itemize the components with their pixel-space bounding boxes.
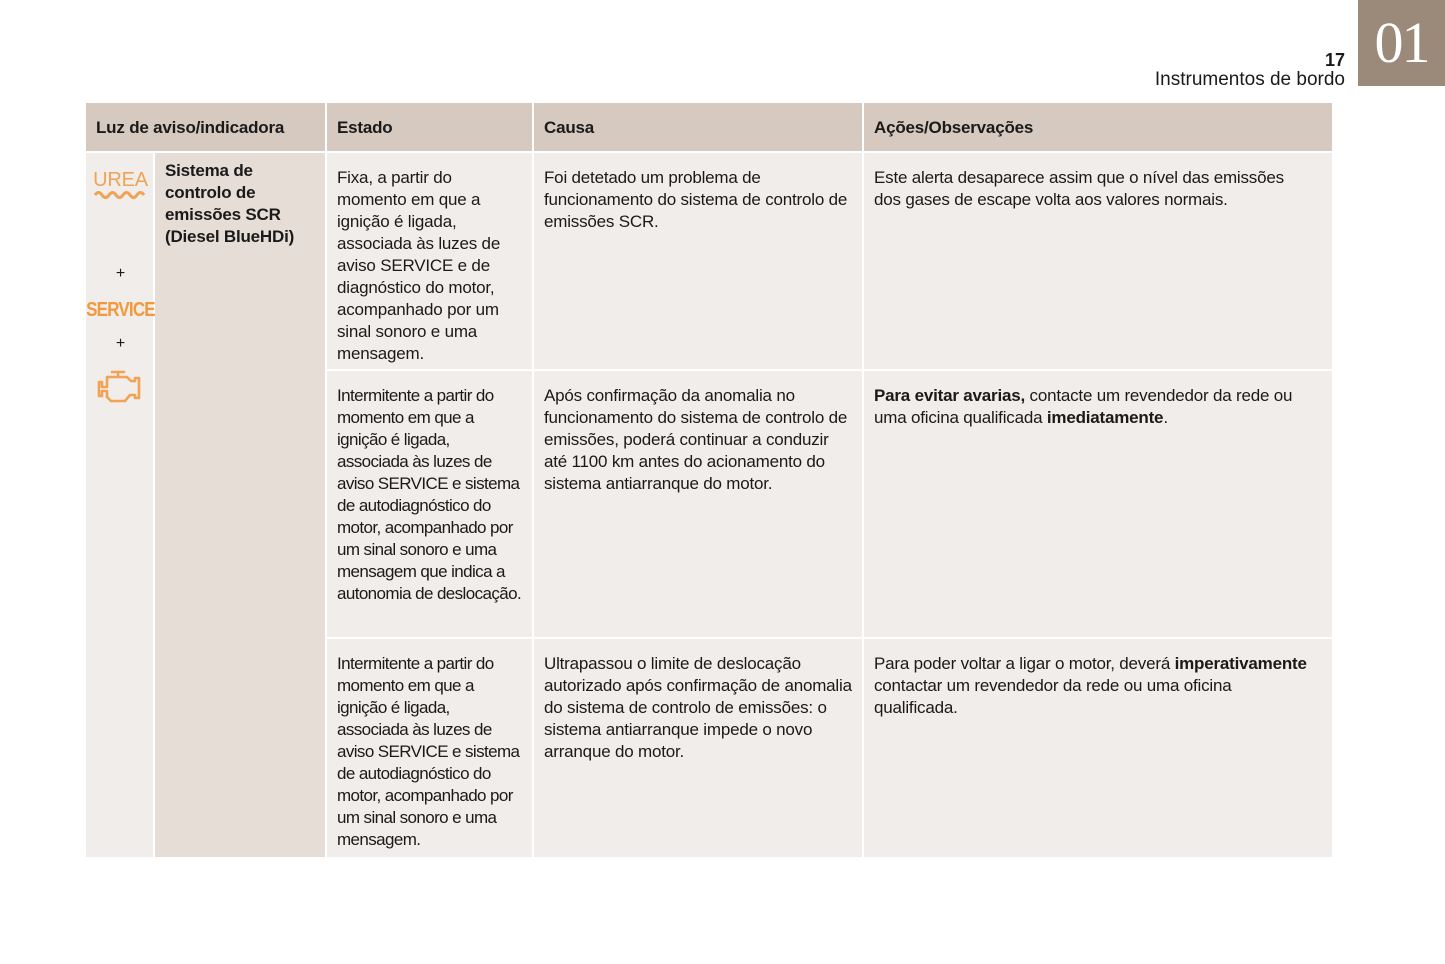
- row-3-state: Intermitente a partir do momento em que a ignição é ligada, associada às luzes de aviso SERVICE e sistema de autodiagnóstico do motor, acompanhado por um sinal sonoro e uma mensagem.: [327, 639, 532, 857]
- plus-sign: +: [115, 265, 126, 282]
- row-2-state: Intermitente a partir do momento em que a ignição é ligada, associada às luzes de aviso SERVICE e sistema de autodiagnóstico do motor, acompanhado por um sinal sonoro e uma mensagem que indica a autonomia de deslocação.: [327, 371, 532, 637]
- row-2-actions-text: contacte um revendedor da rede ou uma oficina qualificada: [874, 386, 1293, 427]
- column-header-cause: Causa: [534, 103, 862, 151]
- row-2-actions-text: .: [1163, 408, 1168, 427]
- row-1-actions: Este alerta desaparece assim que o nível das emissões dos gases de escape volta aos valores normais.: [864, 153, 1332, 369]
- engine-icon: [97, 370, 145, 404]
- column-header-indicator: Luz de aviso/indicadora: [86, 103, 325, 151]
- column-header-actions: Ações/Observações: [864, 103, 1332, 151]
- row-3-actions: [864, 639, 1332, 857]
- row-3-actions-bold: imperativamente: [1174, 654, 1307, 673]
- row-2-actions: [864, 371, 1332, 637]
- indicator-name: Sistema de controlo de emissões SCR (Diesel BlueHDi): [165, 161, 295, 246]
- row-3-actions-text: contactar um revendedor da rede ou uma oficina qualificada.: [874, 676, 1232, 717]
- row-2-actions-bold: imediatamente: [1046, 408, 1164, 427]
- row-1-cause: Foi detetado um problema de funcionamento do sistema de controlo de emissões SCR.: [534, 153, 862, 369]
- row-1-state: Fixa, a partir do momento em que a ignição é ligada, associada às luzes de aviso SERVICE e de diagnóstico do motor, acompanhado por um sinal sonoro e uma mensagem.: [327, 153, 532, 369]
- indicator-name-cell: [155, 153, 325, 857]
- service-icon: SERVICE: [86, 298, 155, 321]
- warning-light-table: [86, 103, 1332, 857]
- urea-label: UREA: [93, 169, 148, 191]
- row-3-cause: Ultrapassou o limite de deslocação autorizado após confirmação de anomalia do sistema de controlo de emissões: o sistema antiarranque impede o novo arranque do motor.: [534, 639, 862, 857]
- column-header-state: Estado: [327, 103, 532, 151]
- plus-sign: +: [115, 335, 126, 352]
- urea-waves-icon: [94, 190, 146, 200]
- chapter-number: 01: [1358, 0, 1445, 86]
- urea-icon: [86, 169, 155, 191]
- row-2-actions-bold: Para evitar avarias,: [874, 386, 1026, 405]
- row-3-actions-text: Para poder voltar a ligar o motor, deverá: [874, 654, 1175, 673]
- page-number: 17: [1324, 50, 1345, 70]
- indicator-icons-cell: [86, 153, 153, 857]
- row-2-cause: Após confirmação da anomalia no funcionamento do sistema de controlo de emissões, poderá continuar a conduzir até 1100 km antes do acionamento do sistema antiarranque do motor.: [534, 371, 862, 637]
- section-title: Instrumentos de bordo: [1154, 69, 1345, 90]
